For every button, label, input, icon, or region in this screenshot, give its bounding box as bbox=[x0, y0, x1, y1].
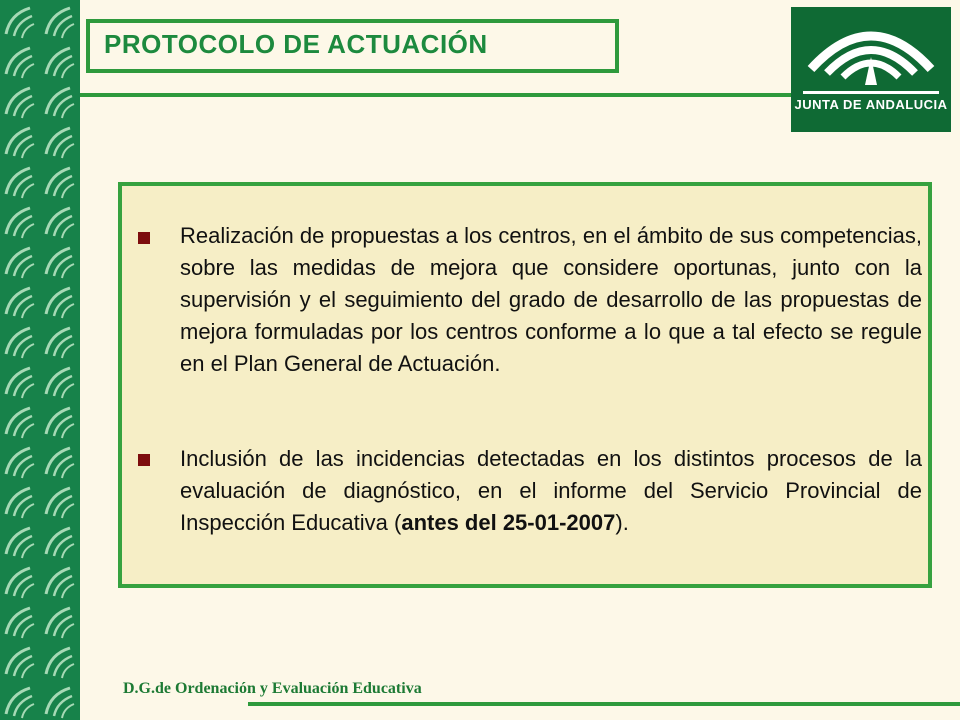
bullet-text-2 bbox=[180, 443, 922, 539]
title-frame bbox=[86, 19, 619, 73]
footer-divider bbox=[248, 702, 960, 706]
decorative-side-strip bbox=[0, 0, 80, 720]
bullet-text-1: Realización de propuestas a los centros, en el ámbito de sus competencias, sobre las medidas de mejora que considere oportunas, junto con la supervisión y el seguimiento del grado de desarrollo de las propuestas de mejora formuladas por los centros conforme a lo que a tal efecto se regule en el Plan General de Actuación. bbox=[180, 223, 922, 376]
bullet-marker bbox=[138, 454, 150, 466]
bullet-text-2-start: Inclusión de las incidencias detectadas en los distintos procesos de la evaluación de diagnóstico, en el informe del Servicio Provincial de Inspección Educativa ( bbox=[180, 446, 922, 535]
bullet-text-2-end: ). bbox=[615, 510, 629, 535]
logo-label: JUNTA DE ANDALUCIA bbox=[794, 97, 948, 112]
header-divider bbox=[80, 93, 792, 97]
deadline-date: antes del 25-01-2007 bbox=[401, 510, 616, 535]
logo-arches-icon bbox=[791, 7, 951, 132]
wave-pattern-icon bbox=[0, 0, 80, 720]
footer-label: D.G.de Ordenación y Evaluación Educativa bbox=[123, 680, 422, 697]
junta-andalucia-logo bbox=[791, 7, 951, 132]
content-panel bbox=[118, 182, 932, 588]
page-title: PROTOCOLO DE ACTUACIÓN bbox=[104, 29, 488, 59]
bullet-marker bbox=[138, 232, 150, 244]
